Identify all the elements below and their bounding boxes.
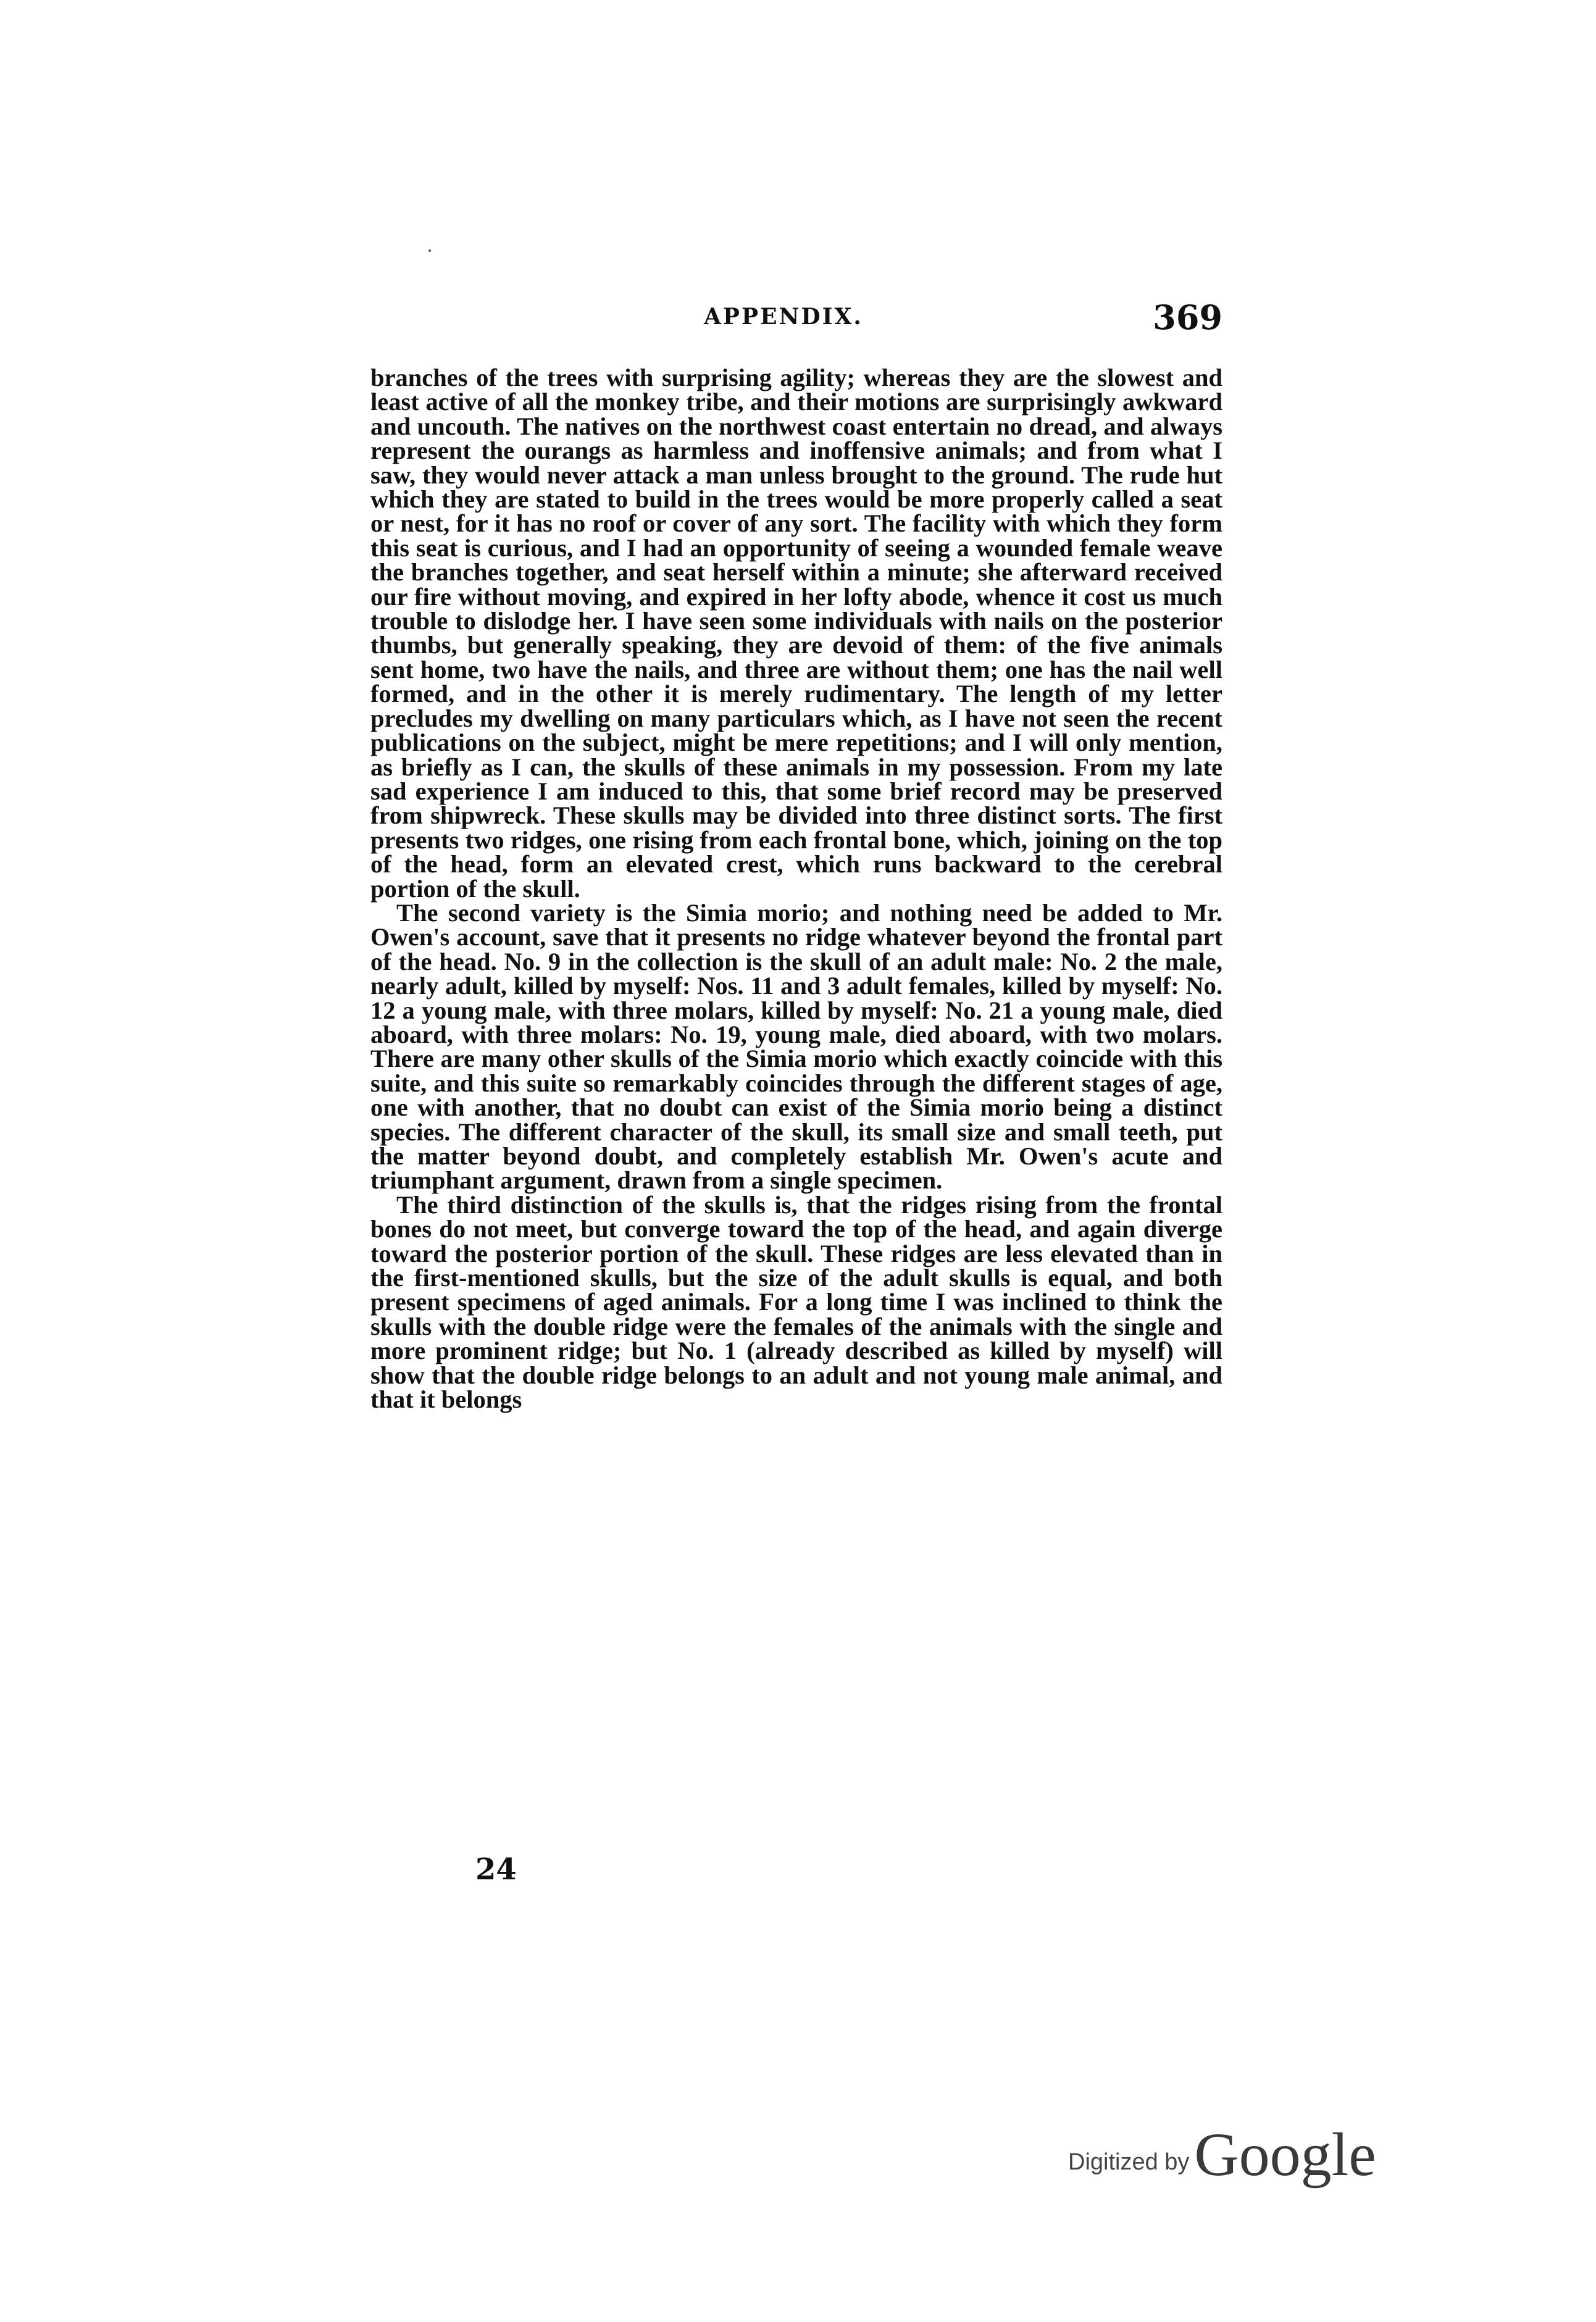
ink-speck: [428, 249, 431, 252]
paragraph-1: branches of the trees with surprising agility; whereas they are the slowest and least active of all the monkey tribe, and their motions are surprisingly awkward and uncouth. The natives on the northwest coast entertain no dread, and always represent the ourangs as harmless and inoffensive animals; and from what I saw, they would never attack a man unless brought to the ground. The rude hut which they are stated to build in the trees would be more properly called a seat or nest, for it has no roof or cover of any sort. The facility with which they form this seat is curious, and I had an opportunity of seeing a wounded female weave the branches together, and seat herself within a minute; she afterward received our fire without moving, and expired in her lofty abode, whence it cost us much trouble to dislodge her. I have seen some individuals with nails on the posterior thumbs, but generally speaking, they are devoid of them: of the five animals sent home, two have the nails, and three are without them; one has the nail well formed, and in the other it is merely rudimentary. The length of my letter precludes my dwelling on many particulars which, as I have not seen the recent publications on the subject, might be mere repetitions; and I will only mention, as briefly as I can, the skulls of these animals in my possession. From my late sad experience I am induced to this, that some brief record may be preserved from shipwreck. These skulls may be divided into three distinct sorts. The first presents two ridges, one rising from each frontal bone, which, joining on the top of the head, form an elevated crest, which runs backward to the cerebral portion of the skull.: [370, 364, 1222, 903]
paragraph-2: The second variety is the Simia morio; and nothing need be added to Mr. Owen's account, save that it presents no ridge whatever beyond the frontal part of the head. No. 9 in the collection is the skull of an adult male: No. 2 the male, nearly adult, killed by myself: Nos. 11 and 3 adult females, killed by myself: No. 12 a young male, with three molars, killed by myself: No. 21 a young male, died aboard, with three molars: No. 19, young male, died aboard, with two molars. There are many other skulls of the Simia morio which exactly coincide with this suite, and this suite so remarkably coincides through the different stages of age, one with another, that no doubt can exist of the Simia morio being a distinct species. The different character of the skull, its small size and small teeth, put the matter beyond doubt, and completely establish Mr. Owen's acute and triumphant argument, drawn from a single specimen.: [370, 898, 1222, 1195]
body-text: [370, 364, 1222, 1414]
paragraph-3: The third distinction of the skulls is, that the ridges rising from the frontal bones do not meet, but converge toward the top of the head, and again diverge toward the posterior portion of the skull. These ridges are less elevated than in the first-mentioned skulls, but the size of the adult skulls is equal, and both present specimens of aged animals. For a long time I was inclined to think the skulls with the double ridge were the females of the animals with the single and more prominent ridge; but No. 1 (already described as killed by myself) will show that the double ridge belongs to an adult and not young male animal, and that it belongs: [370, 1190, 1222, 1414]
page-number: 369: [1153, 298, 1222, 337]
watermark-brand: Google: [1194, 2120, 1376, 2189]
signature-mark: 24: [475, 1852, 517, 1887]
running-head: APPENDIX.: [704, 304, 863, 330]
watermark-prefix: Digitized by: [1068, 2149, 1190, 2175]
digitized-watermark: [1068, 2120, 1376, 2189]
page-header: [370, 298, 1222, 346]
